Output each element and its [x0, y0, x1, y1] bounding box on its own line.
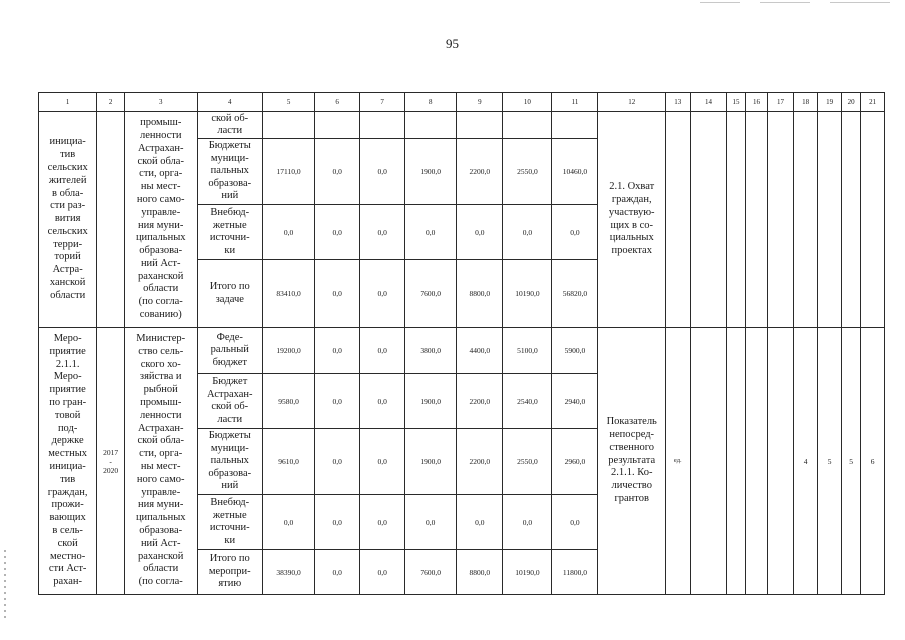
value-cell: 0,0	[552, 205, 598, 260]
value-cell: 0,0	[315, 495, 360, 550]
executor-cell: Министер- ство сель- ского хо- зяйства и рыбной промыш- ленности Астрахан- ской обла- сти, орга- ны мест- ного само- управле- ния муни- ципальных образова- ний Аст- раханской области (по согла-	[124, 328, 197, 595]
scan-artifact-line	[830, 2, 890, 3]
value-cell: 0,0	[315, 205, 360, 260]
value-cell: 38390,0	[263, 550, 315, 595]
target-cell	[690, 112, 727, 328]
column-number-header: 3	[124, 93, 197, 112]
value-cell: 2200,0	[457, 139, 503, 205]
value-cell: 1900,0	[405, 139, 457, 205]
source-cell: Бюджет Астрахан- ской об- ласти	[197, 374, 262, 429]
scan-artifact-line	[760, 2, 810, 3]
table-row	[39, 112, 885, 139]
source-cell: Бюджеты муници- пальных образова- ний	[197, 429, 262, 495]
value-cell: 10190,0	[503, 260, 552, 328]
value-cell: 10460,0	[552, 139, 598, 205]
target-cell	[727, 112, 745, 328]
value-cell: 9610,0	[263, 429, 315, 495]
value-cell: 0,0	[315, 550, 360, 595]
value-cell: 0,0	[503, 495, 552, 550]
page-number: 95	[446, 36, 459, 51]
value-cell: 0,0	[315, 374, 360, 429]
target-value-cell: 5	[818, 328, 842, 595]
value-cell	[405, 112, 457, 139]
value-cell: 0,0	[457, 495, 503, 550]
value-cell: 0,0	[263, 495, 315, 550]
activity-cell: Меро- приятие 2.1.1. Меро- приятие по гран- товой под- держке местных инициа- тив граждан, прожи- вающих в сель- ской местно- сти Аст- рахан-	[39, 328, 97, 595]
source-cell: Бюджеты муници- пальных образова- ний	[197, 139, 262, 205]
value-cell: 19200,0	[263, 328, 315, 374]
value-cell	[457, 112, 503, 139]
source-cell: Феде- ральный бюджет	[197, 328, 262, 374]
unit-cell	[665, 112, 690, 328]
target-cell	[768, 328, 794, 595]
value-cell: 0,0	[360, 139, 405, 205]
value-cell: 1900,0	[405, 429, 457, 495]
target-cell	[768, 112, 794, 328]
source-cell: Внебюд- жетные источни- ки	[197, 205, 262, 260]
target-value-cell: 5	[841, 328, 860, 595]
unit-cell: ед.	[665, 328, 690, 595]
value-cell: 0,0	[360, 205, 405, 260]
indicator-cell: Показатель непосред- ственного результата 2.1.1. Ко- личество грантов	[598, 328, 666, 595]
budget-table	[38, 92, 885, 595]
value-cell	[360, 112, 405, 139]
target-value-cell: 6	[861, 328, 885, 595]
column-number-header: 2	[97, 93, 125, 112]
value-cell: 2550,0	[503, 429, 552, 495]
scan-artifact-line	[700, 2, 740, 3]
value-cell: 0,0	[405, 495, 457, 550]
column-number-header: 7	[360, 93, 405, 112]
column-number-header: 18	[793, 93, 818, 112]
target-cell	[861, 112, 885, 328]
value-cell: 8800,0	[457, 550, 503, 595]
column-number-header: 8	[405, 93, 457, 112]
value-cell: 8800,0	[457, 260, 503, 328]
source-cell: ской об- ласти	[197, 112, 262, 139]
value-cell: 0,0	[360, 550, 405, 595]
value-cell: 4400,0	[457, 328, 503, 374]
column-number-header: 19	[818, 93, 842, 112]
target-cell	[745, 328, 768, 595]
activity-cell: инициа- тив сельских жителей в обла- сти раз- вития сельских терри- торий Астра- ханской области	[39, 112, 97, 328]
indicator-cell: 2.1. Охват граждан, участвую- щих в со- циальных проектах	[598, 112, 666, 328]
column-number-header: 1	[39, 93, 97, 112]
column-number-header: 21	[861, 93, 885, 112]
value-cell: 17110,0	[263, 139, 315, 205]
value-cell: 2960,0	[552, 429, 598, 495]
value-cell: 2540,0	[503, 374, 552, 429]
target-cell	[841, 112, 860, 328]
source-cell: Итого по меропри- ятию	[197, 550, 262, 595]
value-cell: 0,0	[360, 328, 405, 374]
column-number-header: 15	[727, 93, 745, 112]
value-cell	[315, 112, 360, 139]
value-cell: 1900,0	[405, 374, 457, 429]
value-cell	[503, 112, 552, 139]
column-number-header: 4	[197, 93, 262, 112]
target-cell	[745, 112, 768, 328]
value-cell: 9580,0	[263, 374, 315, 429]
value-cell: 0,0	[360, 260, 405, 328]
column-number-header: 9	[457, 93, 503, 112]
value-cell: 0,0	[405, 205, 457, 260]
value-cell: 11800,0	[552, 550, 598, 595]
value-cell: 0,0	[457, 205, 503, 260]
value-cell	[263, 112, 315, 139]
value-cell: 10190,0	[503, 550, 552, 595]
target-value-cell: 4	[793, 328, 818, 595]
source-cell: Внебюд- жетные источни- ки	[197, 495, 262, 550]
executor-cell: промыш- ленности Астрахан- ской обла- сти, орга- ны мест- ного само- управле- ния муни- ципальных образова- ний Аст- раханской области (по согла- сованию)	[124, 112, 197, 328]
value-cell: 5100,0	[503, 328, 552, 374]
table-row	[39, 328, 885, 374]
column-number-header: 16	[745, 93, 768, 112]
target-cell	[818, 112, 842, 328]
column-number-header: 10	[503, 93, 552, 112]
value-cell: 0,0	[315, 429, 360, 495]
column-number-header: 12	[598, 93, 666, 112]
target-cell	[793, 112, 818, 328]
value-cell: 0,0	[360, 495, 405, 550]
value-cell: 56820,0	[552, 260, 598, 328]
column-number-header: 17	[768, 93, 794, 112]
value-cell: 0,0	[315, 260, 360, 328]
value-cell: 2940,0	[552, 374, 598, 429]
value-cell: 83410,0	[263, 260, 315, 328]
period-cell: 2017 - 2020	[97, 328, 125, 595]
column-number-header: 13	[665, 93, 690, 112]
value-cell: 0,0	[552, 495, 598, 550]
value-cell	[552, 112, 598, 139]
value-cell: 2200,0	[457, 429, 503, 495]
value-cell: 3800,0	[405, 328, 457, 374]
value-cell: 0,0	[315, 139, 360, 205]
value-cell: 5900,0	[552, 328, 598, 374]
value-cell: 7600,0	[405, 550, 457, 595]
scan-artifact-dots	[4, 548, 6, 618]
value-cell: 2200,0	[457, 374, 503, 429]
value-cell: 0,0	[263, 205, 315, 260]
header-row	[39, 93, 885, 112]
column-number-header: 6	[315, 93, 360, 112]
value-cell: 0,0	[360, 429, 405, 495]
value-cell: 0,0	[503, 205, 552, 260]
column-number-header: 11	[552, 93, 598, 112]
period-cell	[97, 112, 125, 328]
value-cell: 2550,0	[503, 139, 552, 205]
source-cell: Итого по задаче	[197, 260, 262, 328]
target-cell	[690, 328, 727, 595]
value-cell: 0,0	[315, 328, 360, 374]
value-cell: 7600,0	[405, 260, 457, 328]
column-number-header: 14	[690, 93, 727, 112]
target-cell	[727, 328, 745, 595]
column-number-header: 5	[263, 93, 315, 112]
value-cell: 0,0	[360, 374, 405, 429]
column-number-header: 20	[841, 93, 860, 112]
